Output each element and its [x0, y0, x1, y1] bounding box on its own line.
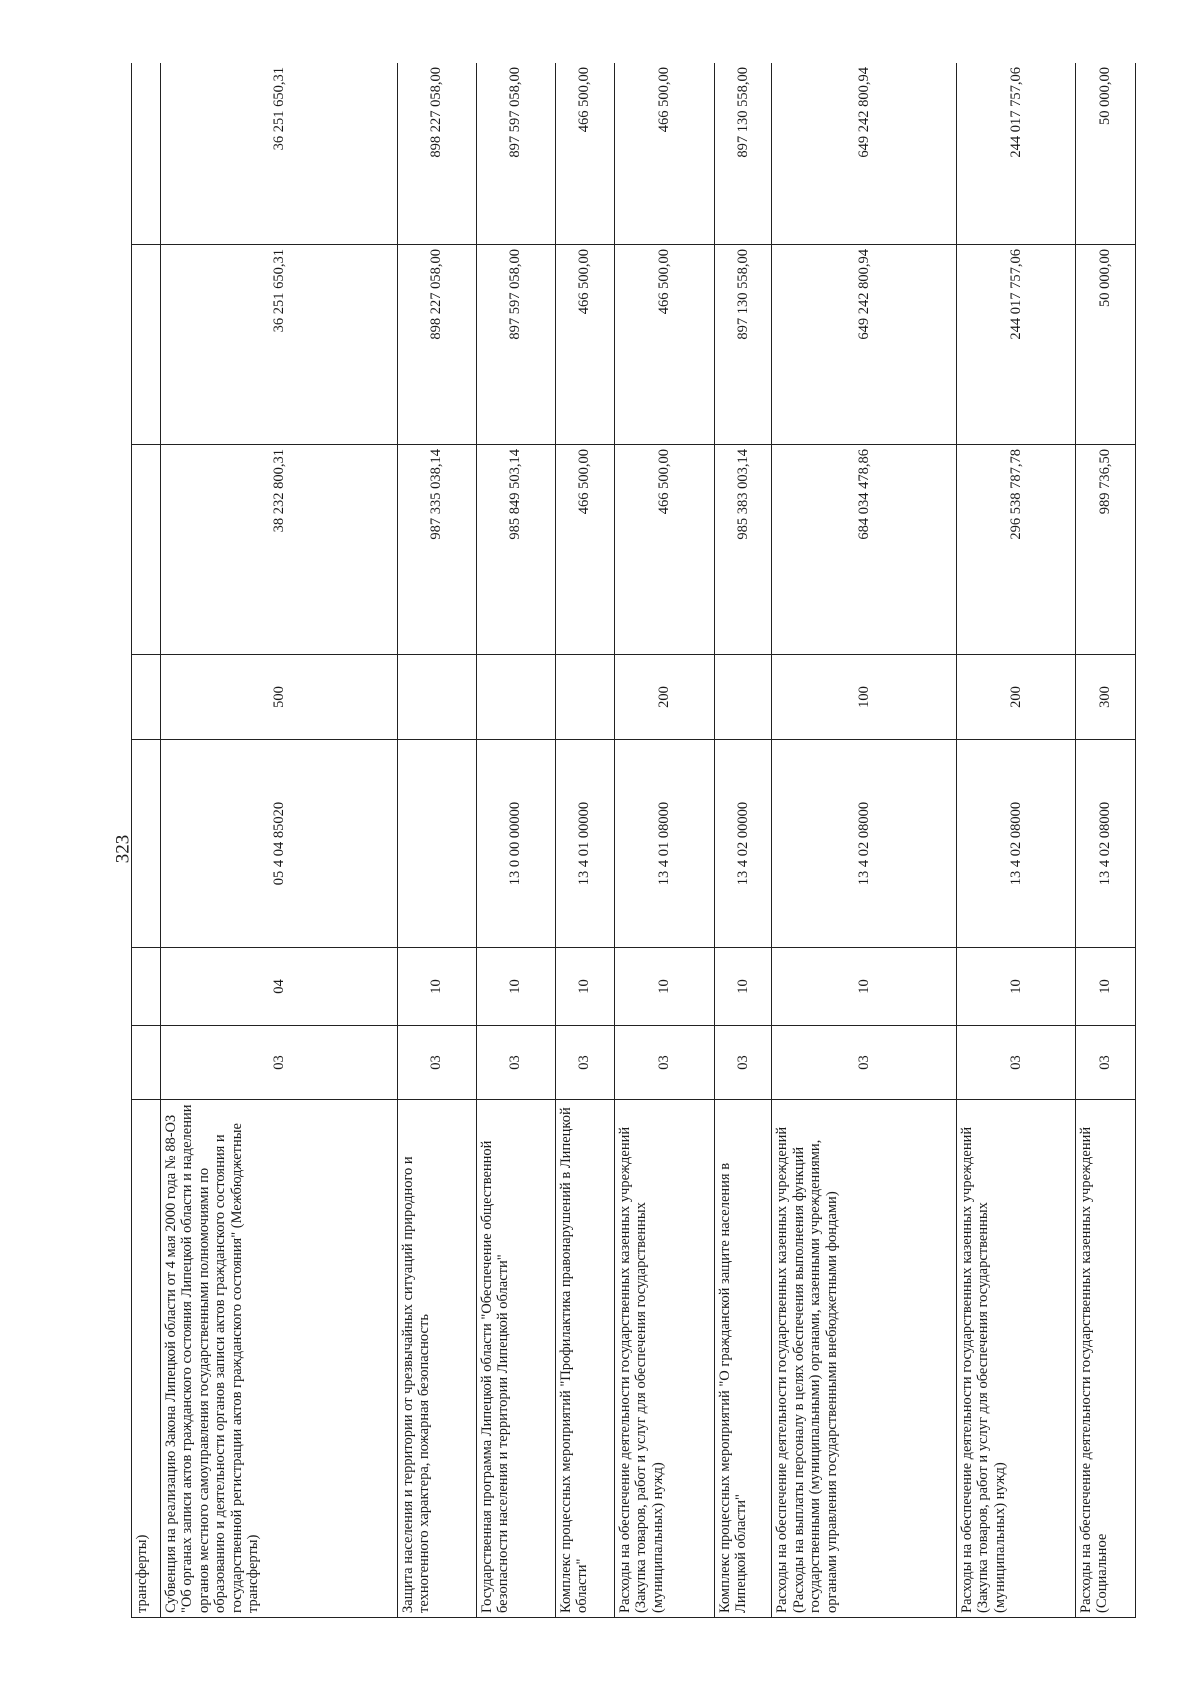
- row-name: Комплекс процессных мероприятий "О гражданской защите населения в Липецкой области": [714, 1100, 772, 1618]
- expense-type-code: 100: [772, 655, 957, 740]
- expense-type-code: 200: [614, 655, 714, 740]
- subsection-code: [132, 948, 161, 1026]
- amount-year-3: 897 130 558,00: [714, 63, 772, 245]
- amount-year-2: 898 227 058,00: [397, 245, 476, 445]
- table-row: [956, 63, 1075, 1618]
- amount-year-3: 466 500,00: [555, 63, 614, 245]
- target-article-code: 13 4 02 08000: [1075, 740, 1135, 948]
- section-code: 03: [614, 1026, 714, 1100]
- target-article-code: 13 4 01 00000: [555, 740, 614, 948]
- amount-year-3: 897 597 058,00: [476, 63, 555, 245]
- row-name: Расходы на обеспечение деятельности государственных казенных учреждений (Закупка товаров, работ и услуг для обеспечения государственных (муниципальных) нужд): [956, 1100, 1075, 1618]
- section-code: 03: [1075, 1026, 1135, 1100]
- target-article-code: [397, 740, 476, 948]
- expense-type-code: 300: [1075, 655, 1135, 740]
- page-number: 323: [112, 834, 133, 864]
- target-article-code: 13 4 01 08000: [614, 740, 714, 948]
- amount-year-2: 897 597 058,00: [476, 245, 555, 445]
- amount-year-2: 36 251 650,31: [160, 245, 397, 445]
- subsection-code: 10: [956, 948, 1075, 1026]
- amount-year-2: [132, 245, 161, 445]
- table-row: [714, 63, 772, 1618]
- section-code: 03: [160, 1026, 397, 1100]
- subsection-code: 10: [397, 948, 476, 1026]
- row-name: Расходы на обеспечение деятельности государственных казенных учреждений (Закупка товаров, работ и услуг для обеспечения государственных (муниципальных) нужд): [614, 1100, 714, 1618]
- expense-type-code: [555, 655, 614, 740]
- row-name: Субвенция на реализацию Закона Липецкой области от 4 мая 2000 года № 88-ОЗ "Об органах записи актов гражданского состояния Липецкой области и наделении органов местного самоуправления государственными полномочиями по образованию и деятельности органов записи актов гражданского состояния и государственной регистрации актов гражданского состояния" (Межбюджетные трансферты): [160, 1100, 397, 1618]
- amount-year-1: 985 849 503,14: [476, 445, 555, 655]
- section-code: [132, 1026, 161, 1100]
- amount-year-1: [132, 445, 161, 655]
- table-row: [476, 63, 555, 1618]
- target-article-code: 13 4 02 00000: [714, 740, 772, 948]
- expense-type-code: [476, 655, 555, 740]
- amount-year-1: 985 383 003,14: [714, 445, 772, 655]
- subsection-code: 04: [160, 948, 397, 1026]
- amount-year-2: 649 242 800,94: [772, 245, 957, 445]
- table-row: [772, 63, 957, 1618]
- budget-table: [131, 63, 1136, 1618]
- section-code: 03: [772, 1026, 957, 1100]
- amount-year-1: 987 335 038,14: [397, 445, 476, 655]
- amount-year-1: 684 034 478,86: [772, 445, 957, 655]
- table-row: [555, 63, 614, 1618]
- section-code: 03: [555, 1026, 614, 1100]
- expense-type-code: 200: [956, 655, 1075, 740]
- amount-year-1: 296 538 787,78: [956, 445, 1075, 655]
- amount-year-2: 466 500,00: [555, 245, 614, 445]
- section-code: 03: [397, 1026, 476, 1100]
- row-name: трансферты): [132, 1100, 161, 1618]
- amount-year-1: 38 232 800,31: [160, 445, 397, 655]
- amount-year-2: 50 000,00: [1075, 245, 1135, 445]
- subsection-code: 10: [1075, 948, 1135, 1026]
- expense-type-code: [132, 655, 161, 740]
- table-row: [132, 63, 161, 1618]
- subsection-code: 10: [476, 948, 555, 1026]
- row-name: Комплекс процессных мероприятий "Профилактика правонарушений в Липецкой области": [555, 1100, 614, 1618]
- section-code: 03: [476, 1026, 555, 1100]
- budget-table-frame: [131, 63, 1136, 1618]
- amount-year-3: 898 227 058,00: [397, 63, 476, 245]
- subsection-code: 10: [614, 948, 714, 1026]
- amount-year-2: 466 500,00: [614, 245, 714, 445]
- table-row: [160, 63, 397, 1618]
- expense-type-code: [397, 655, 476, 740]
- table-row: [1075, 63, 1135, 1618]
- amount-year-2: 897 130 558,00: [714, 245, 772, 445]
- amount-year-3: 36 251 650,31: [160, 63, 397, 245]
- amount-year-3: 50 000,00: [1075, 63, 1135, 245]
- amount-year-3: 466 500,00: [614, 63, 714, 245]
- amount-year-1: 989 736,50: [1075, 445, 1135, 655]
- row-name: Расходы на обеспечение деятельности государственных казенных учреждений (Социальное: [1075, 1100, 1135, 1618]
- table-row: [397, 63, 476, 1618]
- row-name: Защита населения и территории от чрезвычайных ситуаций природного и техногенного характера, пожарная безопасность: [397, 1100, 476, 1618]
- target-article-code: 05 4 04 85020: [160, 740, 397, 948]
- row-name: Государственная программа Липецкой области "Обеспечение общественной безопасности населения и территории Липецкой области": [476, 1100, 555, 1618]
- amount-year-3: [132, 63, 161, 245]
- subsection-code: 10: [772, 948, 957, 1026]
- section-code: 03: [714, 1026, 772, 1100]
- expense-type-code: [714, 655, 772, 740]
- target-article-code: 13 4 02 08000: [772, 740, 957, 948]
- expense-type-code: 500: [160, 655, 397, 740]
- target-article-code: [132, 740, 161, 948]
- amount-year-2: 244 017 757,06: [956, 245, 1075, 445]
- section-code: 03: [956, 1026, 1075, 1100]
- amount-year-3: 649 242 800,94: [772, 63, 957, 245]
- target-article-code: 13 4 02 08000: [956, 740, 1075, 948]
- subsection-code: 10: [714, 948, 772, 1026]
- amount-year-1: 466 500,00: [555, 445, 614, 655]
- table-row: [614, 63, 714, 1618]
- row-name: Расходы на обеспечение деятельности государственных казенных учреждений (Расходы на выплаты персоналу в целях обеспечения выполнения функций государственными (муниципальными) органами, казенными учреждениями, органами управления государственными внебюджетными фондами): [772, 1100, 957, 1618]
- target-article-code: 13 0 00 00000: [476, 740, 555, 948]
- subsection-code: 10: [555, 948, 614, 1026]
- amount-year-3: 244 017 757,06: [956, 63, 1075, 245]
- amount-year-1: 466 500,00: [614, 445, 714, 655]
